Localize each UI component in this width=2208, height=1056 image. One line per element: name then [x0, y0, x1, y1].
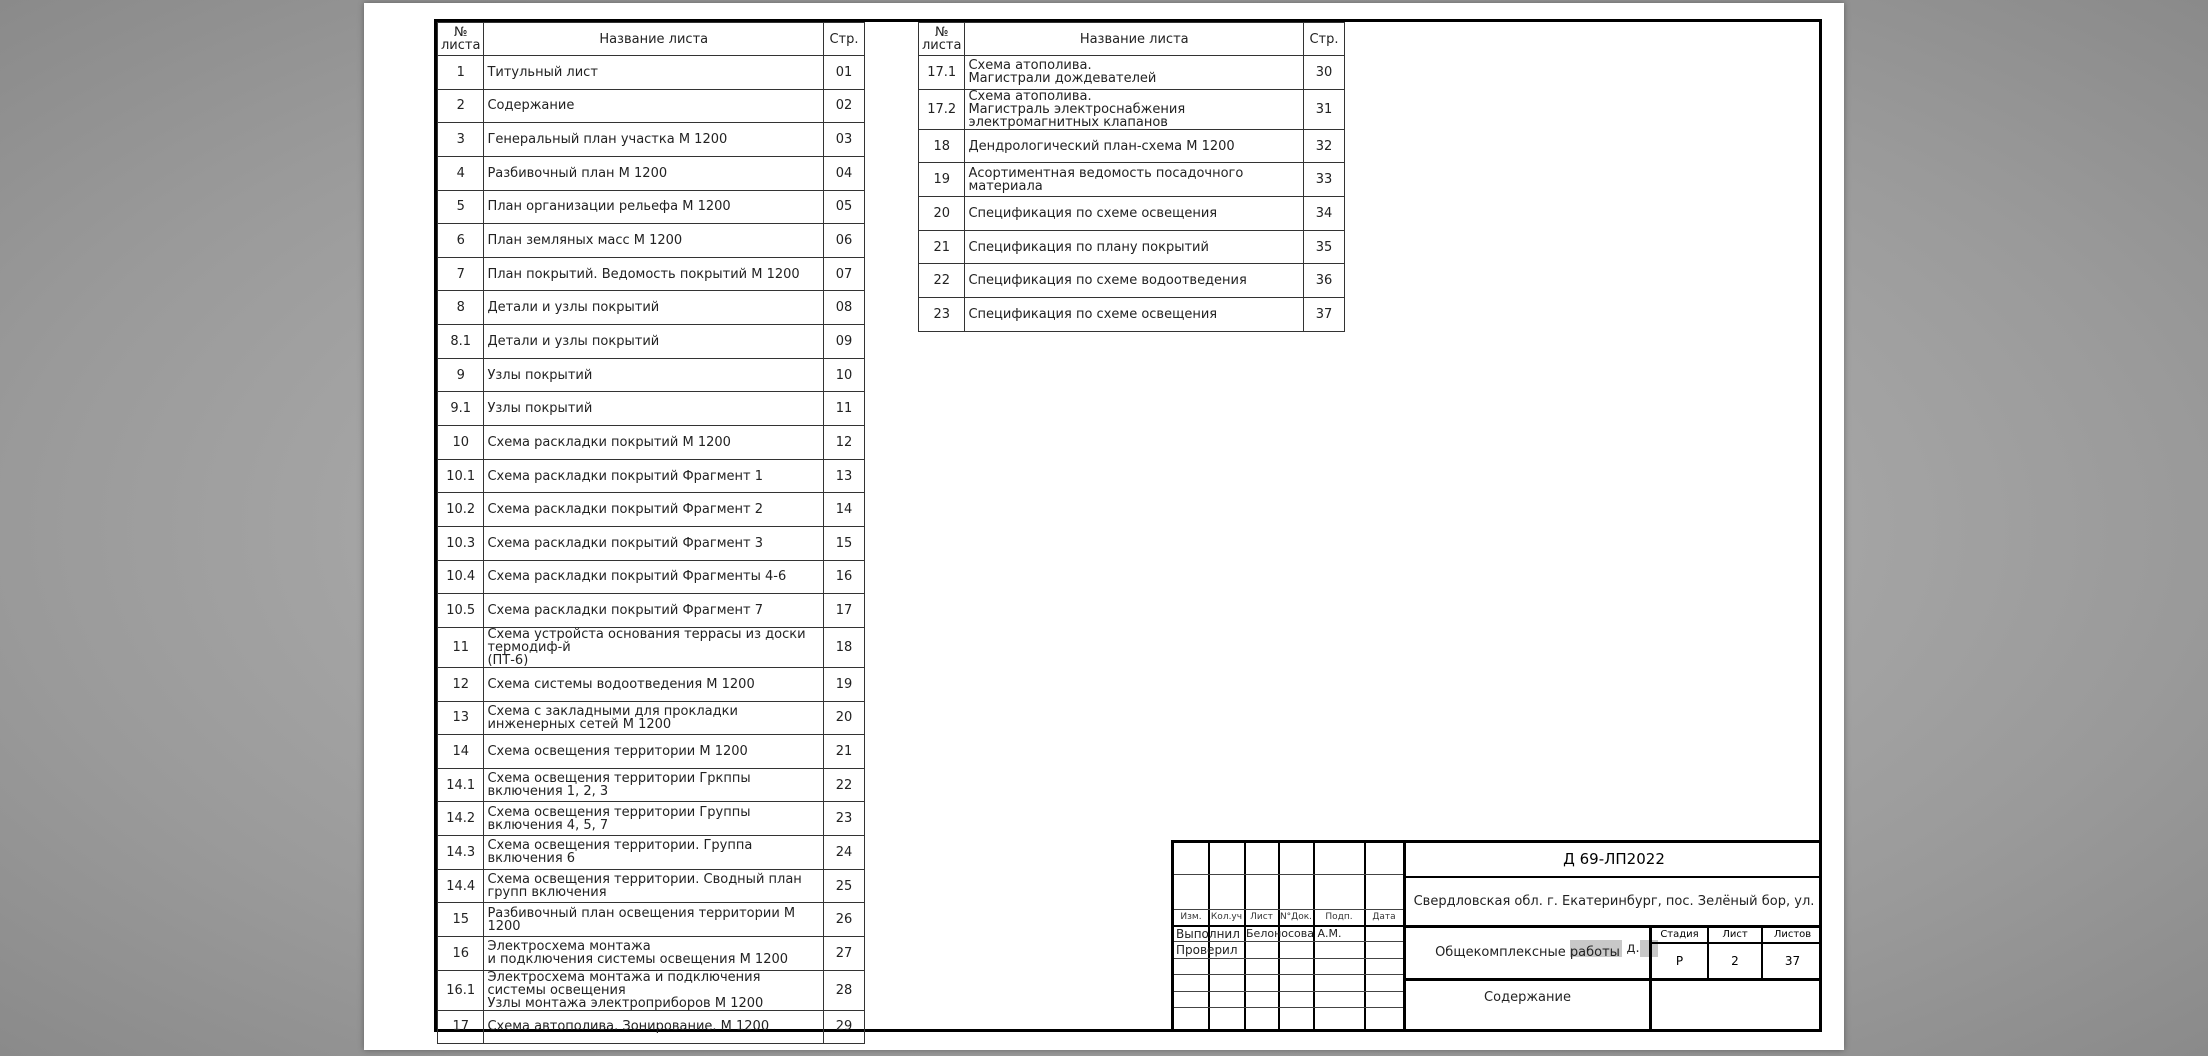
- page-number: 05: [824, 190, 865, 224]
- sheet-number: 14.4: [438, 869, 484, 903]
- table-row: [438, 89, 865, 123]
- contents-table-left: [437, 22, 865, 1044]
- sheet-title: Схема атополива. Магистраль электроснабжения электромагнитных клапанов: [965, 89, 1304, 129]
- sheet-title: План земляных масс М 1200: [484, 224, 824, 258]
- address-text: Свердловская обл. г. Екатеринбург, пос. Зелёный бор, ул.: [1413, 894, 1815, 909]
- sheet-number: 8.1: [438, 325, 484, 359]
- col-izm: Изм.: [1180, 912, 1202, 922]
- table-row: [438, 768, 865, 802]
- sheet-title: Спецификация по схеме освещения: [965, 197, 1304, 231]
- table-row: [438, 594, 865, 628]
- sheet-title: Схема системы водоотведения М 1200: [484, 667, 824, 701]
- sheet-number: 21: [919, 230, 965, 264]
- sheet-title: Узлы покрытий: [484, 392, 824, 426]
- page-number: 35: [1304, 230, 1345, 264]
- table-row: [438, 459, 865, 493]
- sheet-number: 16: [438, 937, 484, 971]
- table-row: [919, 89, 1345, 129]
- table-row: [438, 257, 865, 291]
- sheet-number: 10.3: [438, 526, 484, 560]
- address-house: д.: [1626, 941, 1640, 956]
- page-number: 15: [824, 526, 865, 560]
- page-number: 06: [824, 224, 865, 258]
- table-row: [919, 163, 1345, 197]
- sheet-number: 3: [438, 123, 484, 157]
- sheet-number: 17.2: [919, 89, 965, 129]
- page-number: 09: [824, 325, 865, 359]
- sheet-number: 14: [438, 735, 484, 769]
- made-by-label: Выполнил: [1176, 927, 1240, 941]
- sheet-number: 17: [438, 1010, 484, 1044]
- header-page: Стр.: [1304, 23, 1345, 56]
- sheet-title: Электросхема монтажа и подключения системы освещения М 1200: [484, 937, 824, 971]
- sheet-number: 10.2: [438, 493, 484, 527]
- stage-label: Стадия: [1652, 928, 1709, 944]
- page-number: 13: [824, 459, 865, 493]
- sheet-number: 1: [438, 56, 484, 90]
- sheet-title: Содержание: [484, 89, 824, 123]
- table-row: [438, 156, 865, 190]
- sheet-title: Разбивочный план М 1200: [484, 156, 824, 190]
- page-number: 33: [1304, 163, 1345, 197]
- page-number: 10: [824, 358, 865, 392]
- sheet-number: 14.3: [438, 836, 484, 870]
- sheet-number: 10.4: [438, 560, 484, 594]
- table-row: [438, 937, 865, 971]
- page-number: 37: [1304, 298, 1345, 332]
- header-name: Название листа: [965, 23, 1304, 56]
- sheet-title: Схема атополива. Магистрали дождевателей: [965, 56, 1304, 90]
- page-number: 17: [824, 594, 865, 628]
- table-row: [438, 903, 865, 937]
- document-title: Содержание: [1406, 981, 1652, 1032]
- page-number: 22: [824, 768, 865, 802]
- header-num: № листа: [438, 23, 484, 56]
- sheet-number: 8: [438, 291, 484, 325]
- sheet-number: 23: [919, 298, 965, 332]
- sheet-title: Спецификация по плану покрытий: [965, 230, 1304, 264]
- sheet-title: Асортиментная ведомость посадочного материала: [965, 163, 1304, 197]
- page-number: 29: [824, 1010, 865, 1044]
- made-by-name: Белоносова А.М.: [1246, 927, 1342, 940]
- page-number: 19: [824, 667, 865, 701]
- page-number: 32: [1304, 129, 1345, 163]
- sheet-number: 13: [438, 701, 484, 735]
- sheet-title: Схема раскладки покрытий Фрагмент 7: [484, 594, 824, 628]
- page-number: 04: [824, 156, 865, 190]
- table-row: [919, 264, 1345, 298]
- sheet-number: 16.1: [438, 970, 484, 1010]
- table-row: [438, 1010, 865, 1044]
- col-sign: Подп.: [1325, 912, 1353, 922]
- page-number: 16: [824, 560, 865, 594]
- sheet-title: Схема раскладки покрытий Фрагменты 4-6: [484, 560, 824, 594]
- sheets-value: 37: [1784, 954, 1801, 968]
- page-number: 36: [1304, 264, 1345, 298]
- sheet-number: 5: [438, 190, 484, 224]
- sheet-title: План организации рельефа М 1200: [484, 190, 824, 224]
- sheet-number: 14.2: [438, 802, 484, 836]
- sheet-number: 17.1: [919, 56, 965, 90]
- sheet-title: Разбивочный план освещения территории М 1200: [484, 903, 824, 937]
- sheet-title: Детали и узлы покрытий: [484, 291, 824, 325]
- title-block-main: [1403, 843, 1822, 1032]
- sheet-title: Генеральный план участка М 1200: [484, 123, 824, 157]
- page-number: 24: [824, 836, 865, 870]
- sheet-title: Схема освещения территории Группы включения 4, 5, 7: [484, 802, 824, 836]
- checked-by-label: Проверил: [1176, 943, 1238, 957]
- drawing-frame: [434, 19, 1822, 1035]
- table-row: [919, 56, 1345, 90]
- sheet-number: 14.1: [438, 768, 484, 802]
- table-row: [438, 358, 865, 392]
- sheet-number: 10.5: [438, 594, 484, 628]
- sheet-title: Схема устройста основания террасы из доски термодиф-й (ПТ-6): [484, 627, 824, 667]
- col-doc: N°Док.: [1279, 912, 1313, 922]
- sheet-number: 7: [438, 257, 484, 291]
- table-row: [919, 129, 1345, 163]
- col-list: Лист: [1250, 912, 1273, 922]
- page-number: 28: [824, 970, 865, 1010]
- page-number: 11: [824, 392, 865, 426]
- sheet-number: 12: [438, 667, 484, 701]
- sheet-title: План покрытий. Ведомость покрытий М 1200: [484, 257, 824, 291]
- sheet-title: Схема освещения территории Гркппы включения 1, 2, 3: [484, 768, 824, 802]
- page-number: 14: [824, 493, 865, 527]
- page-number: 27: [824, 937, 865, 971]
- page-number: 01: [824, 56, 865, 90]
- page-number: 21: [824, 735, 865, 769]
- page-number: 31: [1304, 89, 1345, 129]
- sheets-label: Листов: [1763, 928, 1822, 944]
- page-number: 07: [824, 257, 865, 291]
- page-number: 20: [824, 701, 865, 735]
- sheet-title: Схема освещения территории М 1200: [484, 735, 824, 769]
- sheet-number: 19: [919, 163, 965, 197]
- table-row: [438, 802, 865, 836]
- table-row: [438, 627, 865, 667]
- sheet-value: 2: [1709, 944, 1763, 978]
- table-header: [919, 23, 1345, 56]
- sheet-number: 20: [919, 197, 965, 231]
- sheet-number: 4: [438, 156, 484, 190]
- page-number: 25: [824, 869, 865, 903]
- page-number: 03: [824, 123, 865, 157]
- sheet-title: Схема раскладки покрытий Фрагмент 2: [484, 493, 824, 527]
- table-row: [438, 224, 865, 258]
- table-header: [438, 23, 865, 56]
- table-row: [438, 667, 865, 701]
- table-row: [919, 298, 1345, 332]
- sheet-title: Детали и узлы покрытий: [484, 325, 824, 359]
- stage-value: Р: [1652, 944, 1709, 978]
- sheet-title: Электросхема монтажа и подключения системы освещения Узлы монтажа электроприборов М 1200: [484, 970, 824, 1010]
- page-number: 12: [824, 426, 865, 460]
- document-code: Д 69-ЛП2022: [1406, 843, 1822, 878]
- page-number: 18: [824, 627, 865, 667]
- sheet-number: 11: [438, 627, 484, 667]
- page-number: 02: [824, 89, 865, 123]
- sheet-number: 10.1: [438, 459, 484, 493]
- table-row: [438, 190, 865, 224]
- page-number: 30: [1304, 56, 1345, 90]
- page-number: 23: [824, 802, 865, 836]
- table-row: [438, 526, 865, 560]
- table-row: [438, 869, 865, 903]
- sheet-number: 6: [438, 224, 484, 258]
- sheet-number: 22: [919, 264, 965, 298]
- sheet-title: Схема освещения территории. Сводный план групп включения: [484, 869, 824, 903]
- page-number: 26: [824, 903, 865, 937]
- sheet-title: Спецификация по схеме водоотведения: [965, 264, 1304, 298]
- table-row: [438, 123, 865, 157]
- stage-block: [1652, 928, 1822, 981]
- table-row: [919, 197, 1345, 231]
- sheet-title: Схема раскладки покрытий Фрагмент 3: [484, 526, 824, 560]
- header-name: Название листа: [484, 23, 824, 56]
- sheet-title: Спецификация по схеме освещения: [965, 298, 1304, 332]
- sheet-title: Узлы покрытий: [484, 358, 824, 392]
- sheet-number: 9: [438, 358, 484, 392]
- table-row: [438, 493, 865, 527]
- table-row: [438, 56, 865, 90]
- work-type: Общекомплексные работы: [1406, 928, 1652, 981]
- sheet-number: 9.1: [438, 392, 484, 426]
- revision-grid: [1174, 843, 1403, 1032]
- sheet-number: 15: [438, 903, 484, 937]
- sheet-title: Схема раскладки покрытий М 1200: [484, 426, 824, 460]
- sheet-title: Схема автополива. Зонирование. М 1200: [484, 1010, 824, 1044]
- table-row: [438, 392, 865, 426]
- sheet-number: 18: [919, 129, 965, 163]
- sheet-number: 10: [438, 426, 484, 460]
- page-number: 34: [1304, 197, 1345, 231]
- page-number: 08: [824, 291, 865, 325]
- sheet-label: Лист: [1709, 928, 1763, 944]
- title-block: [1171, 840, 1822, 1032]
- table-row: [438, 836, 865, 870]
- header-page: Стр.: [824, 23, 865, 56]
- sheet-title: Схема с закладными для прокладки инженерных сетей М 1200: [484, 701, 824, 735]
- col-date: Дата: [1372, 912, 1396, 922]
- sheet-title: Схема освещения территории. Группа включения 6: [484, 836, 824, 870]
- sheet-title: Схема раскладки покрытий Фрагмент 1: [484, 459, 824, 493]
- contents-table-right: [918, 22, 1345, 332]
- sheet-title: Титульный лист: [484, 56, 824, 90]
- table-row: [438, 701, 865, 735]
- sheet-title: Дендрологический план-схема М 1200: [965, 129, 1304, 163]
- table-row: [438, 291, 865, 325]
- table-row: [919, 230, 1345, 264]
- table-row: [438, 426, 865, 460]
- table-row: [438, 970, 865, 1010]
- col-kol-uch: Кол.уч: [1210, 912, 1243, 922]
- table-row: [438, 325, 865, 359]
- sheet-number: 2: [438, 89, 484, 123]
- table-row: [438, 735, 865, 769]
- drawing-sheet: [364, 3, 1844, 1050]
- header-num: № листа: [919, 23, 965, 56]
- table-row: [438, 560, 865, 594]
